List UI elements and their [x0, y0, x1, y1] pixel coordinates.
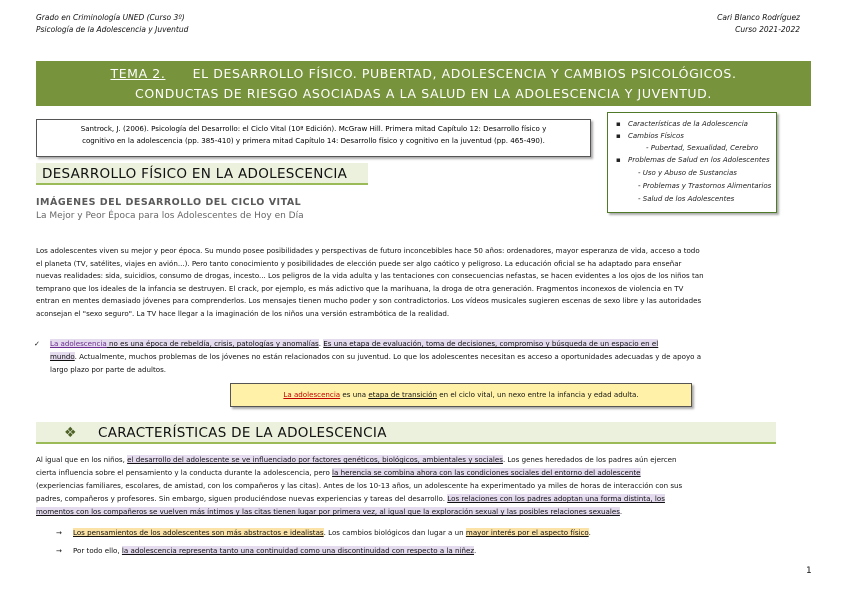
arrow-item-text	[73, 528, 591, 537]
section-heading-2	[36, 422, 776, 444]
table-of-contents	[607, 112, 777, 213]
toc-subitem: - Salud de los Adolescentes	[638, 195, 735, 203]
images-title: IMÁGENES DEL DESARROLLO DEL CICLO VITAL	[36, 197, 302, 208]
section-title-1: DESARROLLO FÍSICO EN LA ADOLESCENCIA	[42, 166, 348, 182]
section-title-2-text: CARACTERÍSTICAS DE LA ADOLESCENCIA	[98, 425, 387, 441]
paragraph-line: el planeta (TV, satélites, viajes en avión...). Pero tanto conocimiento y posibilidades de elección puede ser algo caótico y peligroso. La educación oficial se ha adaptado para enseñar	[36, 258, 682, 268]
paragraph-line	[36, 507, 622, 516]
highlight-aspecto-fisico: mayor interés por el aspecto físico	[465, 528, 589, 537]
text-span: .	[588, 528, 591, 537]
check-line-3: largo plazo por parte de adultos.	[50, 365, 167, 374]
text-span: Al igual que en los niños,	[36, 455, 128, 464]
highlight-continuidad: la adolescencia representa tanto una continuidad como una discontinuidad con respecto a la niñez	[121, 546, 475, 555]
subject-name: Psicología de la Adolescencia y Juventud	[36, 25, 189, 34]
chapter-banner	[36, 61, 811, 106]
text-span: .	[619, 507, 623, 516]
arrow-item	[56, 528, 816, 542]
paragraph-line: entran en mentes demasiado jóvenes para comprenderlos. Los mensajes tienen mucho poder y son contradictorios. Los vídeos musicales sugieren escenas de sexo libre y las autoridades	[36, 296, 702, 305]
highlight-herencia: la herencia se combina ahora con las condiciones sociales del entorno del adolescente	[332, 468, 641, 477]
highlight-not-crisis: no es una época de rebeldía, crisis, patologías y anomalías	[106, 339, 319, 348]
banner-line-1	[36, 66, 811, 81]
arrow-item-text	[73, 546, 476, 555]
term-transicion: etapa de transición	[368, 390, 437, 399]
tema-number: TEMA 2.	[110, 66, 166, 81]
header-right	[717, 12, 800, 36]
highlight-pensamientos: Los pensamientos de los adolescentes son más abstractos e idealistas	[73, 528, 324, 537]
toc-subitem: - Problemas y Trastornos Alimentarios	[638, 182, 772, 190]
page-number: 1	[806, 566, 812, 576]
text-span: . Los genes heredados de los padres aún ejercen	[502, 455, 677, 464]
check-icon: ✓	[34, 339, 40, 348]
intro-paragraph	[36, 245, 816, 320]
text-span: en el ciclo vital, un nexo entre la infancia y edad adulta.	[436, 390, 639, 399]
highlight-relaciones: Los relaciones con los padres adoptan una forma distinta, los	[447, 494, 665, 503]
author-name: Cari Blanco Rodríguez	[717, 13, 800, 22]
text-span: .	[318, 339, 324, 348]
check-line-2	[50, 352, 701, 361]
reference-line-1: Santrock, J. (2006). Psicología del Desarrollo: el Ciclo Vital (10ª Edición). McGraw Hill. Primera mitad Capítulo 12: Desarrollo físico y	[80, 124, 547, 133]
check-item	[34, 337, 814, 377]
toc-item: Características de la Adolescencia	[628, 120, 748, 128]
text-span: padres, compañeros y profesores. Sin embargo, siguen produciéndose nuevas experiencias y tareas del desarrollo.	[36, 494, 448, 503]
term-adolescencia: La adolescencia	[283, 390, 341, 399]
paragraph-line: (experiencias familiares, escolares, de amistad, con los compañeros y las citas). Antes de los 10-13 años, un adolescente ha experimentado ya miles de horas de interacción con sus	[36, 481, 683, 490]
images-heading	[36, 197, 304, 221]
toc-bullet: ▪	[616, 132, 621, 140]
course-name: Grado en Criminología UNED (Curso 3º)	[36, 13, 185, 22]
text-span: . Actualmente, muchos problemas de los jóvenes no están relacionados con su juventud. Lo que los adolescentes necesitan es acceso a oportunidades adecuadas y de apoyo a	[74, 352, 702, 361]
text-span: .	[474, 546, 477, 555]
highlight-mundo: mundo	[50, 352, 75, 361]
reference-line-2: cognitivo en la adolescencia (pp. 385-410) y primera mitad Capítulo 14: Desarrollo físico y cognitivo en la juventud (pp. 465-490).	[82, 136, 545, 145]
paragraph-line	[36, 455, 677, 464]
toc-item: Cambios Físicos	[628, 132, 684, 140]
banner-title-2: CONDUCTAS DE RIESGO ASOCIADAS A LA SALUD EN LA ADOLESCENCIA Y JUVENTUD.	[135, 86, 712, 101]
text-span: Por todo ello,	[73, 546, 122, 555]
toc-bullet: ▪	[616, 156, 621, 164]
definition-text	[231, 390, 691, 399]
paragraph-line: temprano que los ideales de la infancia se destruyen. El crack, por ejemplo, es más adictivo que la marihuana, la droga de otra generación. Fragmentos inconexos de violencia en TV	[36, 283, 684, 293]
banner-title-1: EL DESARROLLO FÍSICO. PUBERTAD, ADOLESCENCIA Y CAMBIOS PSICOLÓGICOS.	[192, 66, 737, 81]
section-heading-1	[36, 163, 368, 185]
paragraph-line: Los adolescentes viven su mejor y peor época. Su mundo posee posibilidades y perspectivas de futuro inconcebibles hace 50 años: ordenadores, mayor esperanza de vida, acceso a todo	[36, 246, 700, 255]
term-adolescencia: La adolescencia	[50, 339, 107, 348]
toc-subitem: - Uso y Abuso de Sustancias	[638, 169, 737, 177]
images-subtitle: La Mejor y Peor Época para los Adolescentes de Hoy en Día	[36, 211, 304, 221]
reference-box	[36, 119, 591, 157]
paragraph-line: nuevas realidades: sida, suicidios, consumo de drogas, incesto... Los peligros de la vida adulta y las tentaciones con consecuencias nefastas, se hacen evidentes a los ojos de los niños tan	[36, 271, 704, 280]
check-line-1	[50, 339, 658, 348]
text-span: cierta influencia sobre el pensamiento y la conducta durante la adolescencia, pero	[36, 468, 333, 477]
toc-subitem: - Pubertad, Sexualidad, Cerebro	[646, 144, 759, 152]
paragraph-line	[36, 494, 665, 503]
highlight-momentos: momentos con los compañeros se vuelven más íntimos y las citas tienen lugar por primera vez, al igual que la exploración sexual y las posibles relaciones sexuales	[36, 507, 620, 516]
paragraph-line: aconsejan el "sexo seguro". La TV hace llegar a la imaginación de los niños una versión estrambótica de la realidad.	[36, 308, 450, 318]
text-span: . Los cambios biológicos dan lugar a un	[323, 528, 466, 537]
characteristics-paragraph	[36, 455, 816, 520]
toc-item: Problemas de Salud en los Adolescentes	[628, 156, 770, 164]
paragraph-line	[36, 468, 641, 477]
highlight-factors: el desarrollo del adolescente se ve influenciado por factores genéticos, biológicos, ambientales y sociales	[127, 455, 503, 464]
diamond-bullet-icon: ❖	[64, 425, 77, 441]
definition-box	[230, 383, 692, 407]
header-left	[36, 12, 188, 36]
highlight-evaluation: Es una etapa de evaluación, toma de decisiones, compromiso y búsqueda de un espacio en el	[323, 339, 659, 348]
arrow-item	[56, 546, 816, 560]
text-span: es una	[340, 390, 369, 399]
arrow-icon: →	[56, 546, 62, 555]
toc-bullet: ▪	[616, 120, 621, 128]
arrow-icon: →	[56, 528, 62, 537]
academic-year: Curso 2021-2022	[735, 25, 800, 34]
